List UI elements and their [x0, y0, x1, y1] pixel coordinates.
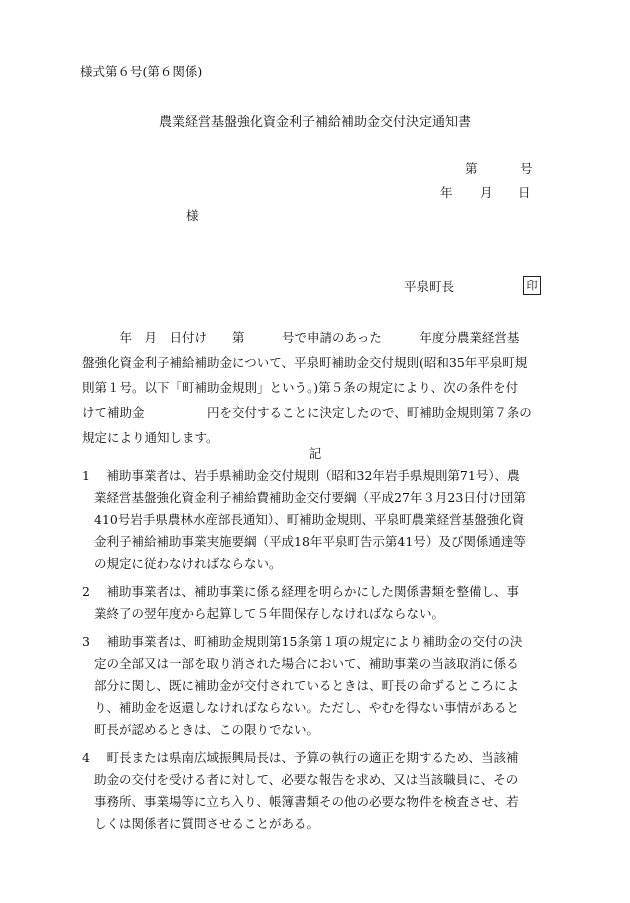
doc-number-dai: 第 — [465, 161, 478, 176]
body-line: 則第１号。以下「町補助金規則」という。)第５条の規定により、次の条件を付 — [82, 380, 519, 395]
body-line: けて補助金 円を交付することに決定したので、町補助金規則第７条の — [82, 405, 532, 420]
condition-item — [82, 747, 552, 835]
condition-number: 1 — [82, 468, 90, 483]
condition-line: 410号岩手県農林水産部長通知）、町補助金規則、平泉町農業経営基盤強化資 — [94, 512, 525, 527]
condition-line: り、補助金を返還しなければならない。ただし、やむを得ない事情があると — [94, 700, 520, 715]
condition-number: 2 — [82, 584, 90, 599]
body-line: 年 月 日付け 第 号で申請のあった 年度分農業経営基 — [82, 330, 520, 345]
condition-number: 4 — [82, 750, 90, 765]
condition-line: 町長が認めるときは、この限りでない。 — [94, 722, 320, 737]
condition-line: 町長または県南広域振興局長は、予算の執行の適正を期するため、当該補 — [94, 750, 519, 765]
condition-item — [82, 631, 552, 741]
condition-line: 金利子補給補助事業実施要綱（平成18年平泉町告示第41号）及び関係通達等 — [94, 534, 526, 549]
condition-item — [82, 581, 552, 625]
issuer-name: 平泉町長 — [404, 279, 455, 294]
condition-line: 補助事業者は、町補助金規則第15条第１項の規定により補助金の交付の決 — [94, 634, 523, 649]
condition-line: の規定に従わなければならない。 — [94, 556, 282, 571]
document-title: 農業経営基盤強化資金利子補給補助金交付決定通知書 — [158, 115, 471, 130]
date-month: 月 — [480, 185, 493, 200]
seal-box: 印 — [523, 276, 541, 295]
condition-line: 業経営基盤強化資金利子補給費補助金交付要綱（平成27年３月23日付け団第 — [94, 490, 526, 505]
condition-line: 事務所、事業場等に立ち入り、帳簿書類その他の必要な物件を検査させ、若 — [94, 794, 519, 809]
form-number: 様式第６号(第６関係) — [80, 64, 203, 79]
date-year: 年 — [440, 185, 453, 200]
body-line: 盤強化資金利子補給補助金について、平泉町補助金交付規則(昭和35年平泉町規 — [82, 355, 528, 370]
condition-line: 補助事業者は、岩手県補助金交付規則（昭和32年岩手県規則第71号）、農 — [94, 468, 520, 483]
ki-heading: 記 — [308, 446, 322, 461]
condition-line: しくは関係者に質問させることがある。 — [94, 816, 320, 831]
body-paragraph — [82, 325, 552, 450]
condition-line: 補助事業者は、補助事業に係る経理を明らかにした関係書類を整備し、事 — [94, 584, 520, 599]
conditions-list — [82, 465, 552, 841]
date-day: 日 — [518, 185, 531, 200]
doc-number-go: 号 — [520, 161, 533, 176]
addressee-suffix: 様 — [186, 208, 199, 223]
condition-line: 定の全部又は一部を取り消された場合において、補助事業の当該取消に係る — [94, 656, 519, 671]
condition-line: 部分に関し、既に補助金が交付されているときは、町長の命ずるところによ — [94, 678, 520, 693]
condition-item — [82, 465, 552, 575]
condition-number: 3 — [82, 634, 90, 649]
body-line: 規定により通知します。 — [82, 430, 219, 445]
condition-line: 業終了の翌年度から起算して５年間保存しなければならない。 — [94, 606, 445, 621]
condition-line: 助金の交付を受ける者に対して、必要な報告を求め、又は当該職員に、その — [94, 772, 519, 787]
